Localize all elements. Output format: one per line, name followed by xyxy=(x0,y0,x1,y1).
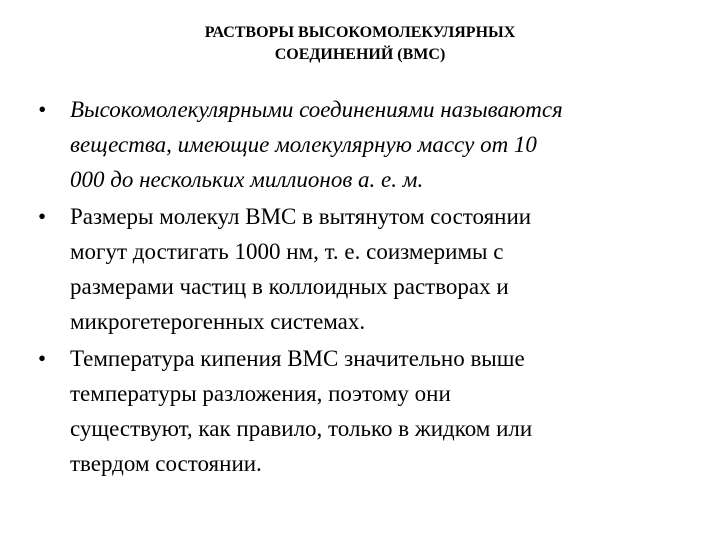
title-line: СОЕДИНЕНИЙ (ВМС) xyxy=(274,46,446,63)
slide-title xyxy=(60,22,660,66)
bullet-text-line: твердом состоянии. xyxy=(70,451,262,476)
bullet-text-line: могут достигать 1000 нм, т. е. соизмеримы с xyxy=(70,239,504,264)
bullet-item-definition xyxy=(36,92,686,197)
title-line: РАСТВОРЫ ВЫСОКОМОЛЕКУЛЯРНЫХ xyxy=(204,24,516,41)
bullet-text-line: существуют, как правило, только в жидком или xyxy=(70,416,533,441)
bullet-text-line: Температура кипения ВМС значительно выше xyxy=(70,346,525,371)
bullet-text-line: Высокомолекулярными соединениями называются xyxy=(70,97,563,122)
bullet-dot-icon: • xyxy=(38,97,47,122)
bullet-dot-icon: • xyxy=(38,204,47,229)
bullet-text-line: температуры разложения, поэтому они xyxy=(70,381,451,406)
bullet-text-line: Размеры молекул ВМС в вытянутом состоянии xyxy=(70,204,532,229)
bullet-text-line: 000 до нескольких миллионов а. е. м. xyxy=(70,167,424,192)
bullet-item-molecule-size xyxy=(36,199,686,339)
bullet-text-line: микрогетерогенных системах. xyxy=(70,309,366,334)
bullet-dot-icon: • xyxy=(38,346,47,371)
bullet-list xyxy=(36,92,686,483)
bullet-text-line: вещества, имеющие молекулярную массу от 10 xyxy=(70,132,537,157)
bullet-item-boiling-temperature xyxy=(36,341,686,481)
bullet-text-line: размерами частиц в коллоидных растворах и xyxy=(70,274,509,299)
